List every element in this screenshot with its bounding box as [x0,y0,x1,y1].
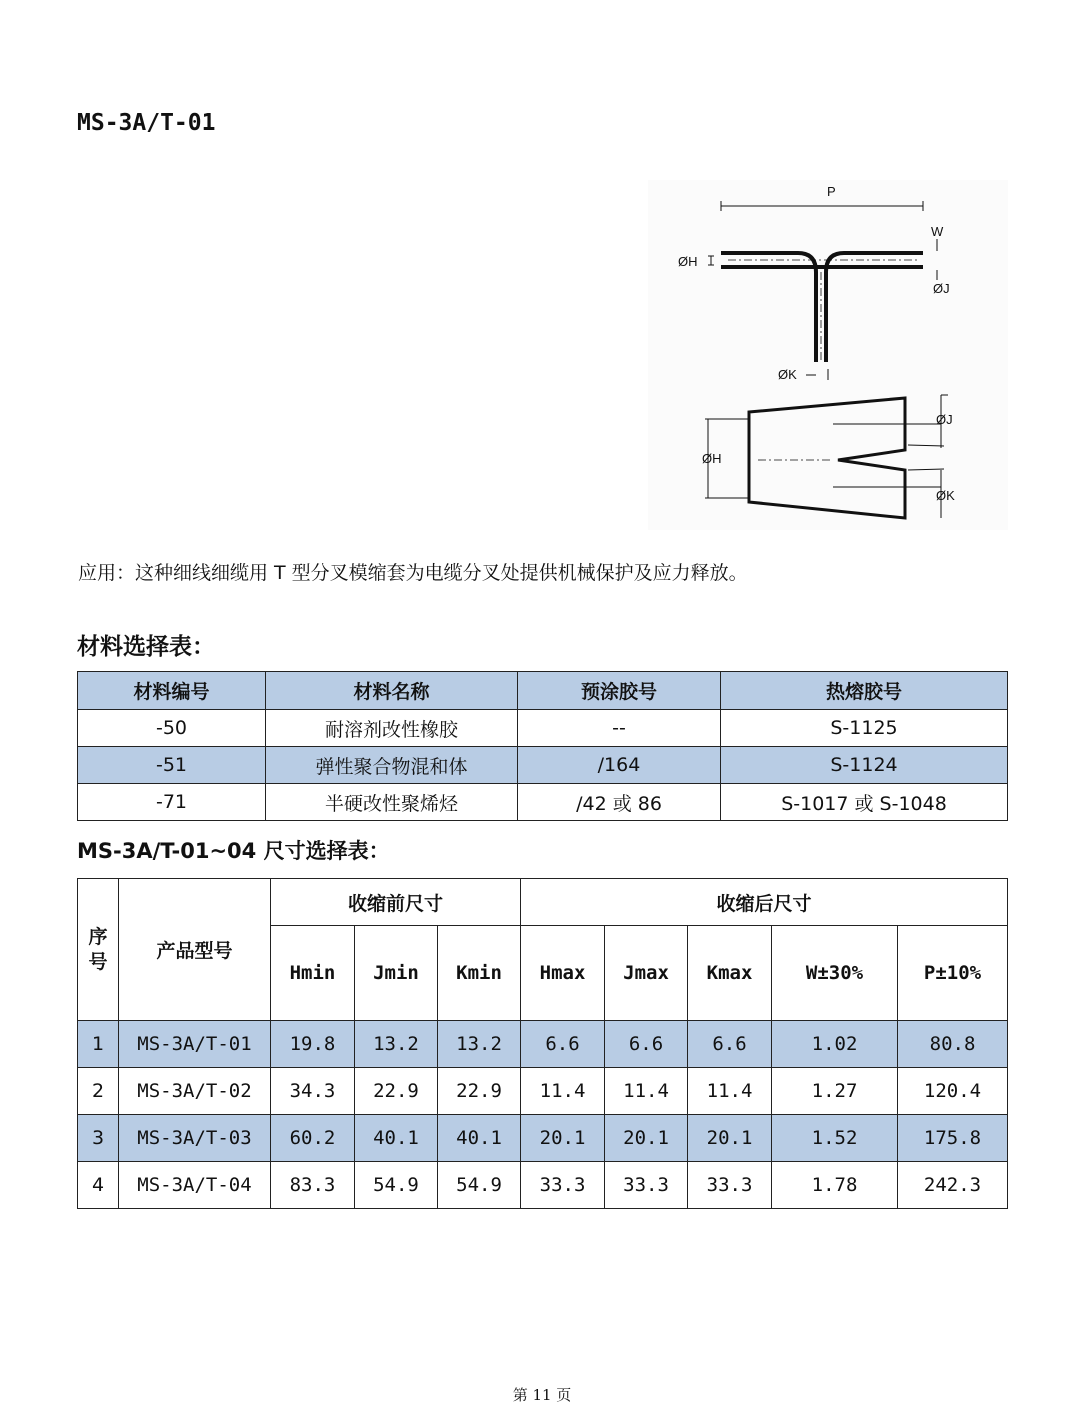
table-cell: 22.9 [438,1068,521,1115]
material-table [77,671,1008,821]
t-breakout-diagram [648,180,1008,530]
header-p: P±10% [898,926,1008,1021]
table-cell: 54.9 [355,1162,438,1209]
table-row [78,710,1008,747]
table-cell: 弹性聚合物混和体 [266,747,518,784]
table-cell: 1 [78,1021,119,1068]
table-row [78,1115,1008,1162]
table-cell: 13.2 [355,1021,438,1068]
table-cell: 33.3 [688,1162,772,1209]
table-cell: 6.6 [605,1021,688,1068]
table-cell: 3 [78,1115,119,1162]
header-precoat-adhesive: 预涂胶号 [518,672,721,710]
size-header-row-1 [78,879,1008,926]
size-heading: MS-3A/T-01~04 尺寸选择表： [77,839,390,863]
header-material-code: 材料编号 [78,672,266,710]
header-model: 产品型号 [119,879,271,1021]
h-top-label: ØH [678,254,698,269]
header-hotmelt-adhesive: 热熔胶号 [721,672,1008,710]
header-hmax: Hmax [521,926,605,1021]
table-cell: 83.3 [271,1162,355,1209]
table-cell: 242.3 [898,1162,1008,1209]
table-cell: 22.9 [355,1068,438,1115]
table-row [78,1162,1008,1209]
header-before-shrink: 收缩前尺寸 [271,879,521,926]
table-cell: 20.1 [605,1115,688,1162]
table-row [78,1068,1008,1115]
header-material-name: 材料名称 [266,672,518,710]
header-w: W±30% [772,926,898,1021]
table-cell: MS-3A/T-02 [119,1068,271,1115]
header-after-shrink: 收缩后尺寸 [521,879,1008,926]
table-cell: 11.4 [521,1068,605,1115]
table-cell: 33.3 [605,1162,688,1209]
table-cell: 19.8 [271,1021,355,1068]
k-top-label: ØK [778,367,797,382]
application-text: 应用：这种细线细缆用 T 型分叉模缩套为电缆分叉处提供机械保护及应力释放。 [78,562,748,584]
table-cell: 11.4 [605,1068,688,1115]
table-cell: 13.2 [438,1021,521,1068]
table-cell: MS-3A/T-03 [119,1115,271,1162]
table-cell: MS-3A/T-04 [119,1162,271,1209]
table-cell: S-1125 [721,710,1008,747]
table-cell: 40.1 [355,1115,438,1162]
table-cell: 1.02 [772,1021,898,1068]
table-cell: 34.3 [271,1068,355,1115]
w-label: W [931,224,944,239]
material-header-row [78,672,1008,710]
header-jmin: Jmin [355,926,438,1021]
header-hmin: Hmin [271,926,355,1021]
table-cell: 175.8 [898,1115,1008,1162]
table-cell: 33.3 [521,1162,605,1209]
header-kmax: Kmax [688,926,772,1021]
h-side-label: ØH [702,451,722,466]
j-top-label: ØJ [933,281,950,296]
header-jmax: Jmax [605,926,688,1021]
table-cell: MS-3A/T-01 [119,1021,271,1068]
table-cell: -51 [78,747,266,784]
table-cell: S-1124 [721,747,1008,784]
table-cell: 半硬改性聚烯烃 [266,784,518,821]
table-cell: 40.1 [438,1115,521,1162]
table-cell: -- [518,710,721,747]
table-cell: 120.4 [898,1068,1008,1115]
table-cell: 1.27 [772,1068,898,1115]
table-cell: 11.4 [688,1068,772,1115]
material-heading: 材料选择表： [77,634,215,660]
table-cell: 4 [78,1162,119,1209]
page-number-footer: 第 11 页 [512,1386,572,1404]
table-cell: 80.8 [898,1021,1008,1068]
table-row [78,747,1008,784]
table-cell: 6.6 [521,1021,605,1068]
table-cell: 1.52 [772,1115,898,1162]
table-row [78,1021,1008,1068]
header-kmin: Kmin [438,926,521,1021]
table-cell: -50 [78,710,266,747]
table-cell: -71 [78,784,266,821]
table-cell: 2 [78,1068,119,1115]
header-seq [78,879,119,1021]
table-cell: /164 [518,747,721,784]
table-cell: /42 或 86 [518,784,721,821]
table-cell: 6.6 [688,1021,772,1068]
table-cell: 1.78 [772,1162,898,1209]
table-cell: 54.9 [438,1162,521,1209]
table-cell: S-1017 或 S-1048 [721,784,1008,821]
size-table [77,878,1008,1209]
table-row [78,784,1008,821]
table-cell: 20.1 [688,1115,772,1162]
k-side-label: ØK [936,488,955,503]
seq-header-text: 序号 [88,925,108,973]
page-title: MS-3A/T-01 [77,110,216,136]
table-cell: 60.2 [271,1115,355,1162]
p-label: P [827,184,836,199]
table-cell: 耐溶剂改性橡胶 [266,710,518,747]
table-cell: 20.1 [521,1115,605,1162]
j-side-label: ØJ [936,412,953,427]
